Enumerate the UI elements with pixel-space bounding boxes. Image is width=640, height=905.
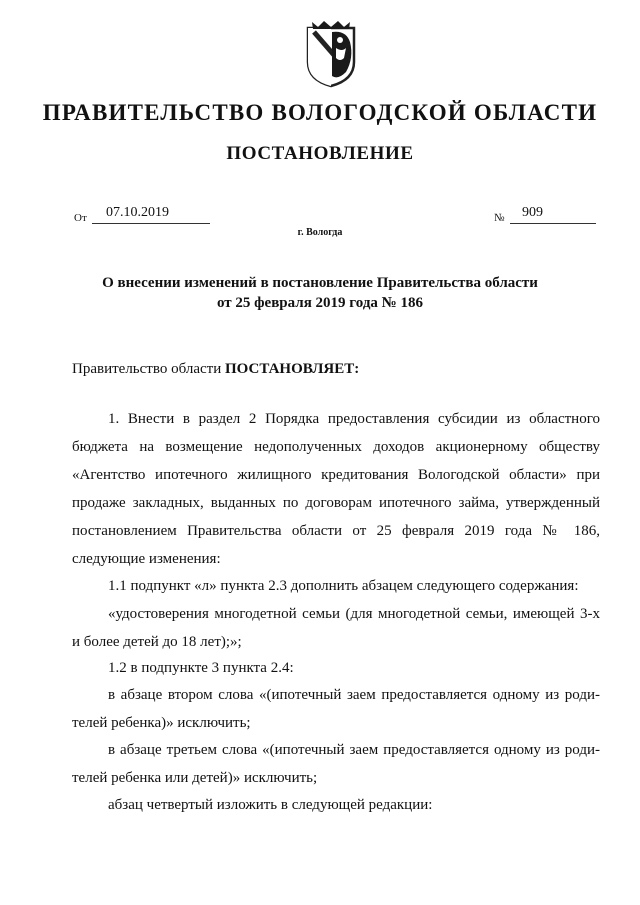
heading-line-1: О внесении изменений в постановление Правительства области	[102, 275, 538, 291]
date-value: 07.10.2019	[92, 205, 210, 224]
document-type: ПОСТАНОВЛЕНИЕ	[226, 143, 414, 164]
body-line: «Агентство ипотечного жилищного кредитования Вологодской области» при	[72, 467, 600, 483]
document-heading	[60, 273, 580, 313]
number-value: 909	[510, 205, 596, 224]
body-line: продаже закладных, выданных по договорам ипотечного займа, утвержденный	[72, 495, 600, 511]
body-line: постановлением Правительства области от 25 февраля 2019 года № 186,	[72, 523, 600, 539]
body-line: телей ребенка или детей)» исключить;	[72, 770, 318, 786]
body-line: 1.1 подпункт «л» пункта 2.3 дополнить абзацем следующего содержания:	[108, 578, 579, 594]
number-label: №	[494, 212, 505, 224]
coat-of-arms-icon	[302, 18, 360, 88]
date-label: От	[74, 212, 87, 224]
body-line: бюджета на возмещение недополученных доходов акционерному обществу	[72, 439, 600, 455]
body-line: следующие изменения:	[72, 551, 221, 567]
government-title: ПРАВИТЕЛЬСТВО ВОЛОГОДСКОЙ ОБЛАСТИ	[42, 100, 598, 125]
body-line: и более детей до 18 лет);»;	[72, 634, 242, 650]
body-line: 1.2 в подпункте 3 пункта 2.4:	[108, 660, 294, 676]
preamble-emphasis: ПОСТАНОВЛЯЕТ:	[224, 361, 360, 377]
body-line: в абзаце втором слова «(ипотечный заем предоставляется одному из роди-	[108, 687, 600, 703]
body-line: «удостоверения многодетной семьи (для многодетной семьи, имеющей 3-х	[108, 606, 600, 622]
body-line: в абзаце третьем слова «(ипотечный заем предоставляется одному из роди-	[108, 742, 600, 758]
preamble-text: Правительство области	[72, 361, 225, 377]
heading-line-2: от 25 февраля 2019 года № 186	[217, 295, 423, 311]
city-label: г. Вологда	[297, 227, 343, 238]
preamble	[72, 359, 359, 379]
body-line: абзац четвертый изложить в следующей редакции:	[108, 797, 433, 813]
body-line: телей ребенка)» исключить;	[72, 715, 251, 731]
body-line: 1. Внести в раздел 2 Порядка предоставления субсидии из областного	[108, 411, 600, 427]
